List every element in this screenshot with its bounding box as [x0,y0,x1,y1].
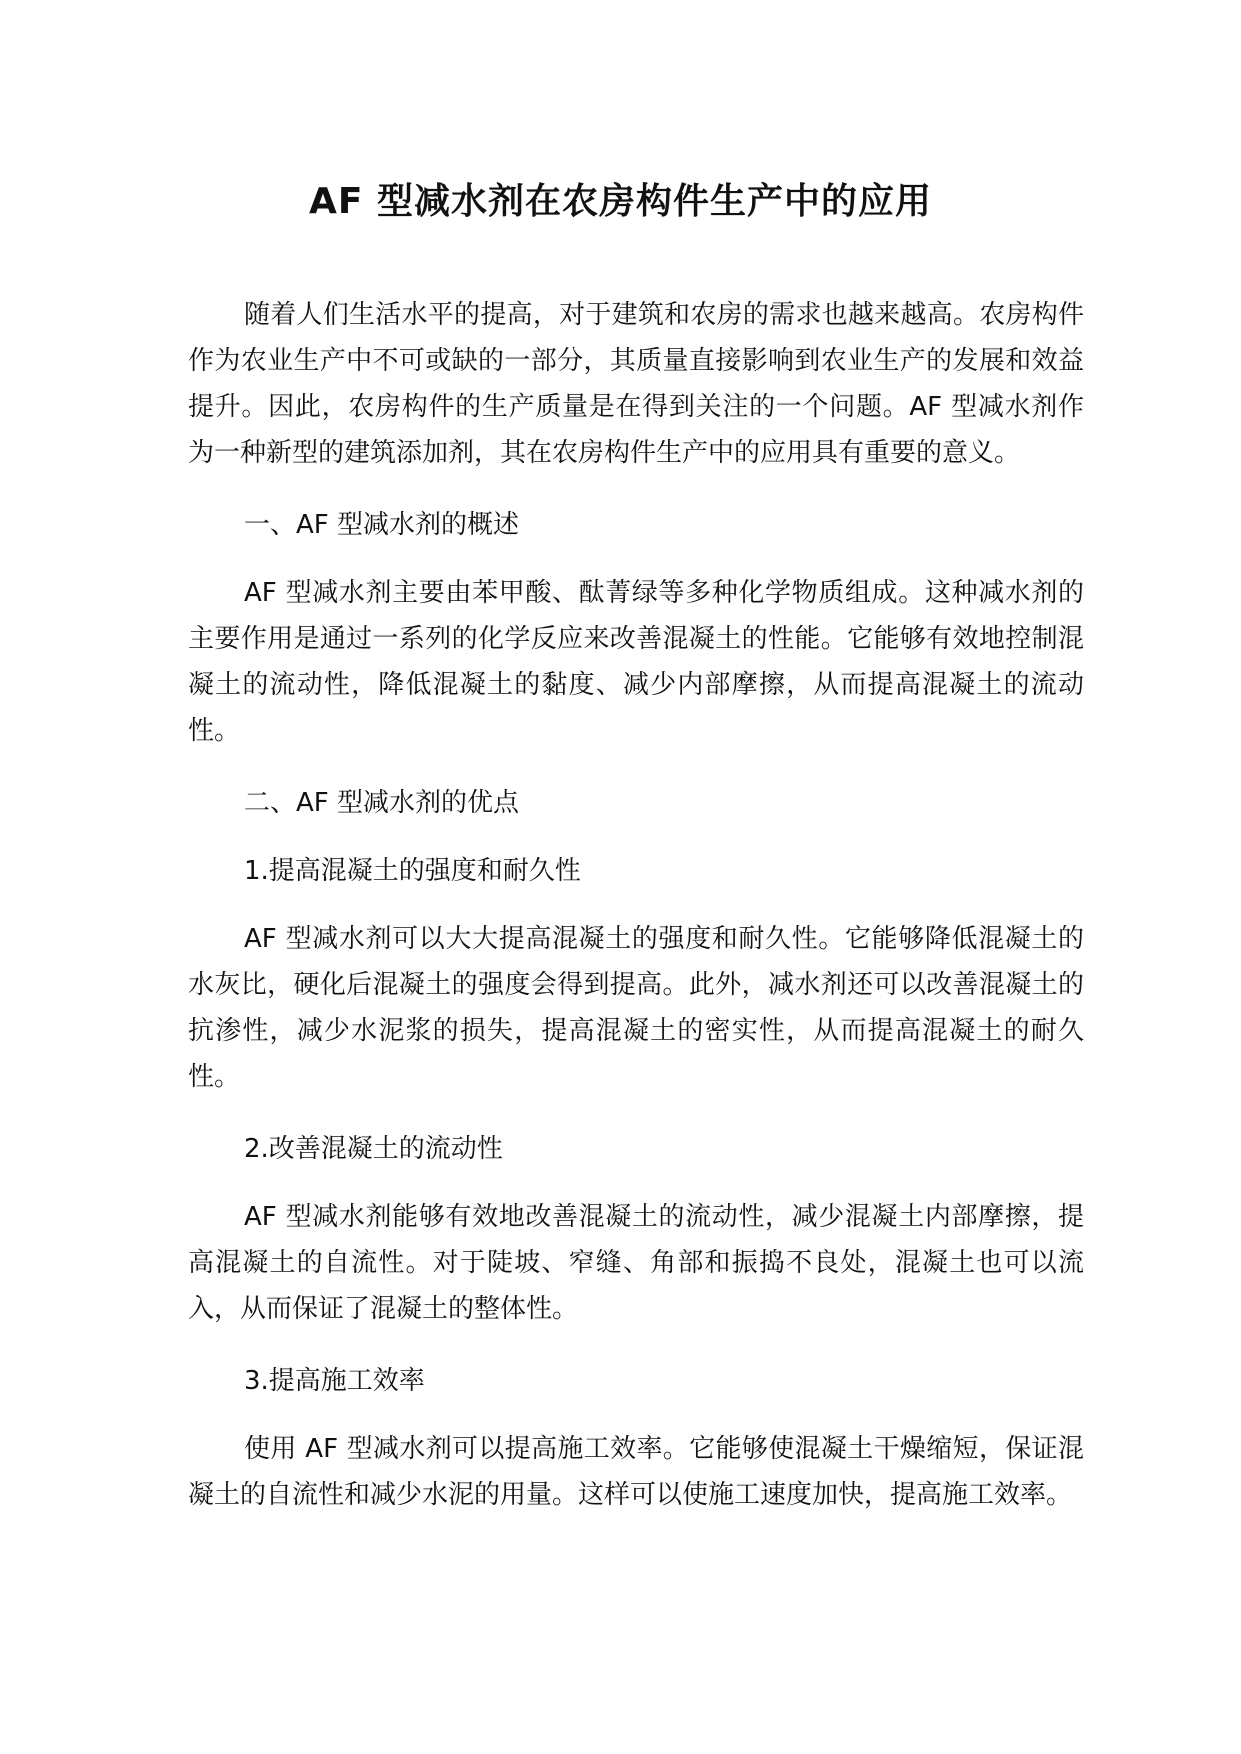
subheading-fluidity: 2.改善混凝土的流动性 [244,1134,503,1164]
fluidity-paragraph: AF 型减水剂能够有效地改善混凝土的流动性，减少混凝土内部摩擦，提高混凝土的自流性。对于陡坡、窄缝、角部和振捣不良处，混凝土也可以流入，从而保证了混凝土的整体性。 [188,1202,1084,1324]
section-heading-overview: 一、AF 型减水剂的概述 [244,510,520,540]
overview-paragraph: AF 型减水剂主要由苯甲酸、酞菁绿等多种化学物质组成。这种减水剂的主要作用是通过一系列的化学反应来改善混凝土的性能。它能够有效地控制混凝土的流动性，降低混凝土的黏度、减少内部摩擦，从而提高混凝土的流动性。 [188,578,1084,746]
document-body [188,292,1084,1544]
subheading-strength: 1.提高混凝土的强度和耐久性 [244,856,581,886]
subheading-efficiency: 3.提高施工效率 [244,1366,425,1396]
document-title: AF 型减水剂在农房构件生产中的应用 [309,181,932,222]
intro-paragraph: 随着人们生活水平的提高，对于建筑和农房的需求也越来越高。农房构件作为农业生产中不可或缺的一部分，其质量直接影响到农业生产的发展和效益提升。因此，农房构件的生产质量是在得到关注的一个问题。AF 型减水剂作为一种新型的建筑添加剂，其在农房构件生产中的应用具有重要的意义。 [188,300,1084,468]
efficiency-paragraph: 使用 AF 型减水剂可以提高施工效率。它能够使混凝土干燥缩短，保证混凝土的自流性和减少水泥的用量。这样可以使施工速度加快，提高施工效率。 [188,1434,1084,1510]
strength-paragraph: AF 型减水剂可以大大提高混凝土的强度和耐久性。它能够降低混凝土的水灰比，硬化后混凝土的强度会得到提高。此外，减水剂还可以改善混凝土的抗渗性，减少水泥浆的损失，提高混凝土的密实性，从而提高混凝土的耐久性。 [188,924,1084,1092]
section-heading-advantages: 二、AF 型减水剂的优点 [244,788,520,818]
